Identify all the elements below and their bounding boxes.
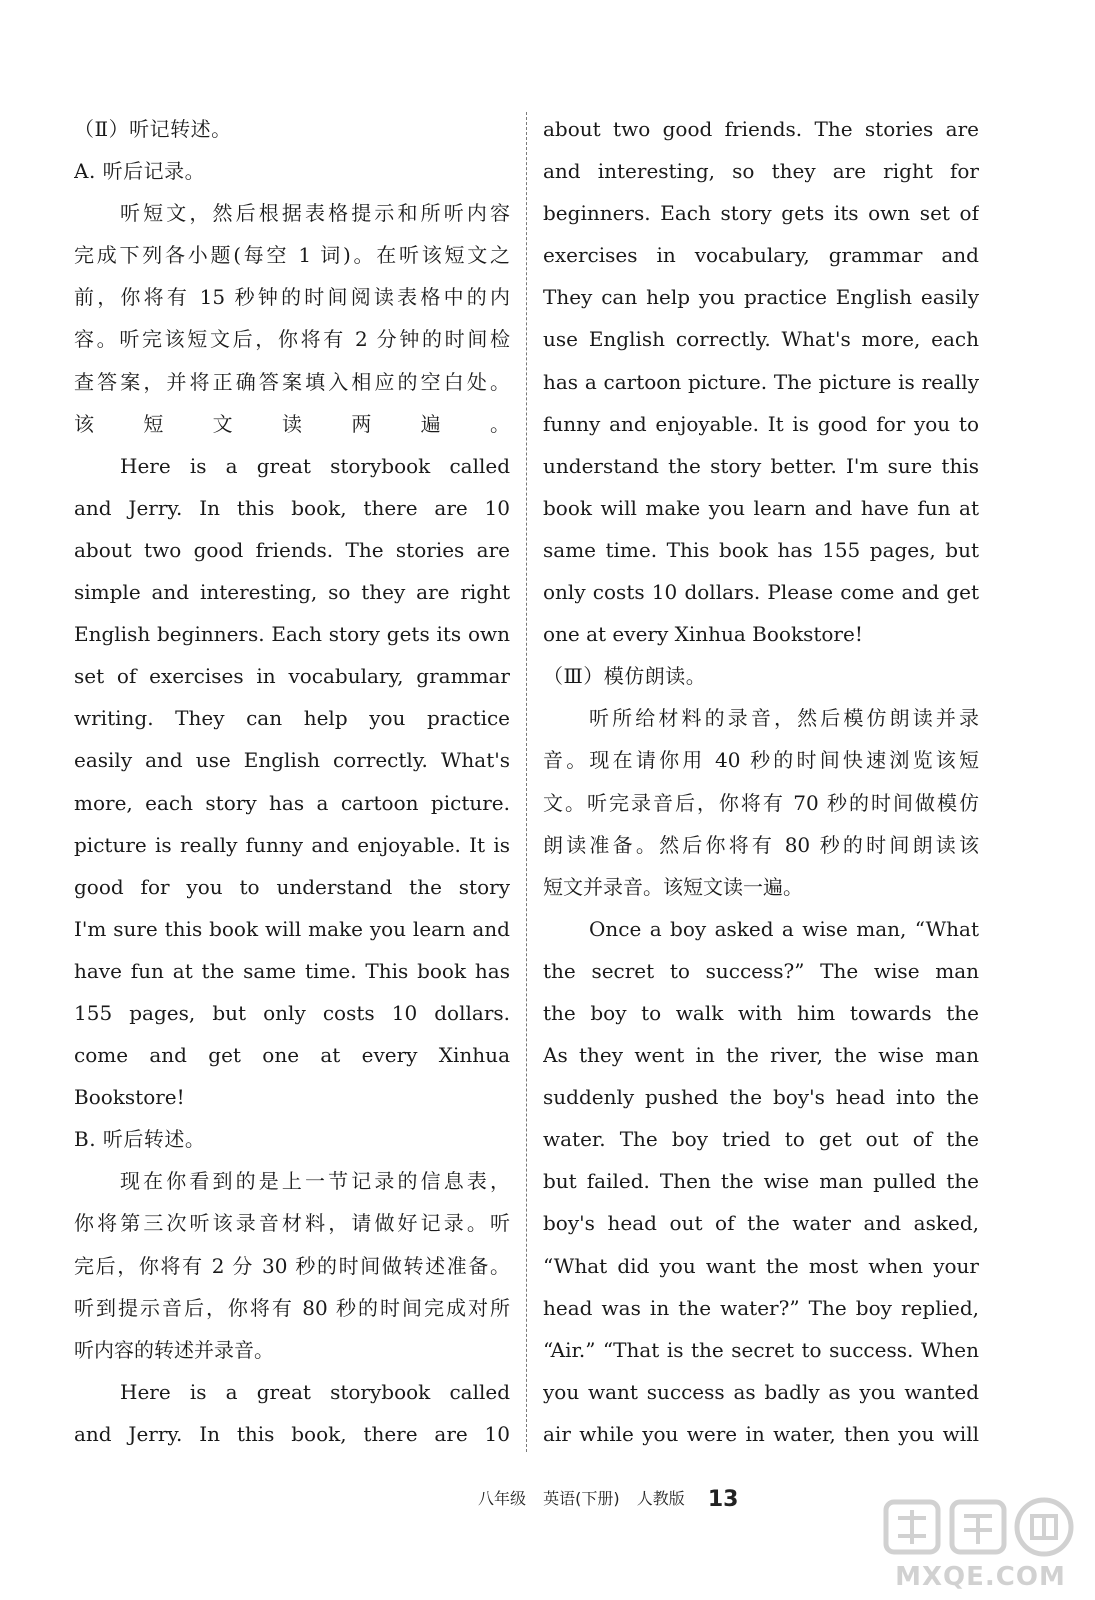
right-column-line: the boy to walk with him towards the [543,1000,979,1025]
footer-grade: 八年级 [478,1489,527,1508]
left-column-line: writing. They can help you practice [74,706,510,731]
right-column-line: boy's head out of the water and asked, [543,1211,979,1236]
left-column-line: 听到提示音后，你将有 80 秒的时间完成对所 [74,1295,510,1320]
page-footer [478,1486,738,1512]
left-column-line: 听内容的转述并录音。 [74,1337,274,1362]
right-column-line: They can help you practice English easily [543,285,979,310]
right-column-line: 文。听完录音后，你将有 70 秒的时间做模仿 [543,790,979,815]
left-column-line: about two good friends. The stories are [74,537,510,562]
right-column-line: suddenly pushed the boy's head into the [543,1085,979,1110]
left-column-line: 听短文，然后根据表格提示和所听内容 [120,201,510,226]
left-column-line: English beginners. Each story gets its own [74,622,510,647]
right-column-line: same time. This book has 155 pages, but [543,537,979,562]
left-text-column [74,108,510,1455]
right-column-line: exercises in vocabulary, grammar and [543,243,979,268]
left-column-line: I'm sure this book will make you learn and [74,916,510,941]
left-column-line: 容。听完该短文后，你将有 2 分钟的时间检 [74,327,510,352]
left-column-line: and Jerry. In this book, there are 10 [74,1421,510,1446]
right-column-line: beginners. Each story gets its own set of [543,201,979,226]
right-column-line: head was in the water?” The boy replied, [543,1295,979,1320]
left-column-line: simple and interesting, so they are right [74,580,510,605]
watermark-text: MXQE.COM [895,1562,1066,1592]
right-column-line: air while you were in water, then you will [543,1421,979,1446]
watermark-emblem-icon [878,1492,1083,1560]
left-column-line: Here is a great storybook called [120,453,510,478]
right-column-line: Once a boy asked a wise man, “What [589,916,979,941]
left-column-line: and Jerry. In this book, there are 10 [74,495,510,520]
right-column-line: use English correctly. What's more, each [543,327,979,352]
left-column-line: （Ⅱ）听记转述。 [74,117,232,141]
right-column-line: 听所给材料的录音，然后模仿朗读并录 [589,706,979,731]
left-column-line: 155 pages, but only costs 10 dollars. [74,1000,510,1025]
footer-subject: 英语(下册) [543,1489,620,1508]
left-column-line: 查答案，并将正确答案填入相应的空白处。 [74,369,510,394]
column-divider [526,112,527,1452]
left-column-line: 该短文读两遍。 [74,411,510,436]
right-column-line: “Air.” “That is the secret to success. When [543,1337,979,1362]
right-column-line: one at every Xinhua Bookstore! [543,622,863,647]
left-column-line: set of exercises in vocabulary, grammar [74,664,510,689]
left-column-line: 前，你将有 15 秒钟的时间阅读表格中的内 [74,285,510,310]
footer-edition: 人教版 [636,1489,685,1508]
right-column-line: funny and enjoyable. It is good for you to [543,411,979,436]
right-column-line: you want success as badly as you wanted [543,1379,979,1404]
left-column-line: easily and use English correctly. What's [74,748,510,773]
left-column-line: 现在你看到的是上一节记录的信息表， [120,1169,510,1194]
right-column-line: the secret to success?” The wise man [543,958,979,983]
left-column-line: come and get one at every Xinhua [74,1043,510,1068]
right-column-line: （Ⅲ）模仿朗读。 [543,664,707,689]
right-column-line: 音。现在请你用 40 秒的时间快速浏览该短 [543,748,979,773]
right-column-line: but failed. Then the wise man pulled the [543,1169,979,1194]
left-column-line: A. 听后记录。 [74,159,206,184]
left-column-line: Here is a great storybook called [120,1379,510,1404]
right-column-line: has a cartoon picture. The picture is really [543,369,979,394]
right-column-line: “What did you want the most when your [543,1253,979,1278]
left-column-line: 完后，你将有 2 分 30 秒的时间做转述准备。 [74,1253,510,1278]
right-column-line: 朗读准备。然后你将有 80 秒的时间朗读该 [543,832,979,857]
right-text-column [543,108,979,1455]
right-column-line: water. The boy tried to get out of the [543,1127,979,1152]
left-column-line: Bookstore! [74,1085,185,1110]
left-column-line: 你将第三次听该录音材料，请做好记录。听 [74,1211,510,1236]
right-column-line: only costs 10 dollars. Please come and get [543,580,979,605]
left-column-line: picture is really funny and enjoyable. It is [74,832,510,857]
left-column-line: good for you to understand the story [74,874,510,899]
page-number: 13 [707,1487,739,1512]
right-column-line: and interesting, so they are right for [543,159,979,184]
left-column-line: B. 听后转述。 [74,1127,206,1152]
right-column-line: book will make you learn and have fun at [543,495,979,520]
right-column-line: understand the story better. I'm sure this [543,453,979,478]
left-column-line: have fun at the same time. This book has [74,958,510,983]
right-column-line: As they went in the river, the wise man [543,1043,979,1068]
left-column-line: more, each story has a cartoon picture. [74,790,510,815]
right-column-line: 短文并录音。该短文读一遍。 [543,874,803,899]
watermark-logo [878,1492,1083,1592]
left-column-line: 完成下列各小题(每空 1 词)。在听该短文之 [74,243,510,268]
right-column-line: about two good friends. The stories are [543,117,979,141]
